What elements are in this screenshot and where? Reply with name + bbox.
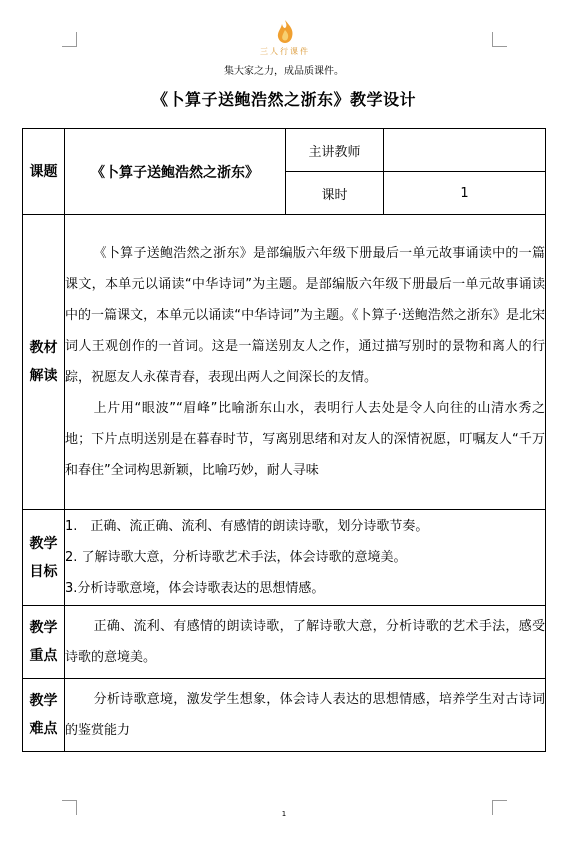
brand-logo <box>230 18 340 62</box>
goal-item: 2. 了解诗歌大意，分析诗歌艺术手法，体会诗歌的意境美。 <box>65 550 407 565</box>
teacher-value <box>384 129 546 172</box>
key-points-label: 教学 重点 <box>23 606 65 679</box>
crop-mark-top-left <box>62 32 77 47</box>
lesson-plan-table <box>22 128 546 752</box>
material-label: 教材 解读 <box>23 215 65 510</box>
goals-content <box>65 510 546 606</box>
page-number: 1 <box>281 810 287 818</box>
course-label: 课题 <box>23 129 65 215</box>
goal-item: 1. 正确、流正确、流利、有感情的朗读诗歌，划分诗歌节奏。 <box>65 519 429 534</box>
material-paragraph: 《卜算子送鲍浩然之浙东》是部编版六年级下册最后一单元故事诵读中的一篇课文，本单元以诵读“中华诗词”为主题。是部编版六年级下册最后一单元故事诵读中的一篇课文，本单元以诵读“中华诗词”为主题。《卜算子·送鲍浩然之浙东》是北宋词人王观创作的一首词。这是一篇送别友人之作，通过描写别时的景物和离人的行踪，祝愿友人永葆青春，表现出两人之间深长的友情。 <box>65 246 545 385</box>
goals-label: 教学 目标 <box>23 510 65 606</box>
course-name: 《卜算子送鲍浩然之浙东》 <box>65 129 286 215</box>
goal-item: 3.分析诗歌意境，体会诗歌表达的思想情感。 <box>65 581 325 596</box>
document-title: 《卜算子送鲍浩然之浙东》教学设计 <box>151 90 416 109</box>
key-points-text: 正确、流利、有感情的朗读诗歌，了解诗歌大意，分析诗歌的艺术手法，感受诗歌的意境美。 <box>65 619 545 665</box>
difficulties-text: 分析诗歌意境，激发学生想象，体会诗人表达的思想情感，培养学生对古诗词的鉴赏能力 <box>65 692 545 738</box>
material-paragraph: 上片用“眼波”“眉峰”比喻浙东山水，表明行人去处是令人向往的山清水秀之地；下片点明送别是在暮春时节，写离别思绪和对友人的深情祝愿，叮嘱友人“千万和春住”全词构思新颖，比喻巧妙，耐人寻味 <box>65 401 545 478</box>
hours-value: 1 <box>384 172 546 215</box>
header-slogan: 集大家之力，成品质课件。 <box>224 66 344 77</box>
crop-mark-top-right <box>492 32 507 47</box>
teacher-label: 主讲教师 <box>286 129 384 172</box>
difficulties-content <box>65 679 546 752</box>
hours-label: 课时 <box>286 172 384 215</box>
material-content <box>65 215 546 510</box>
difficulties-label: 教学 难点 <box>23 679 65 752</box>
flame-logo-icon <box>268 18 302 46</box>
key-points-content <box>65 606 546 679</box>
logo-text: 三人行课件 <box>260 47 310 56</box>
